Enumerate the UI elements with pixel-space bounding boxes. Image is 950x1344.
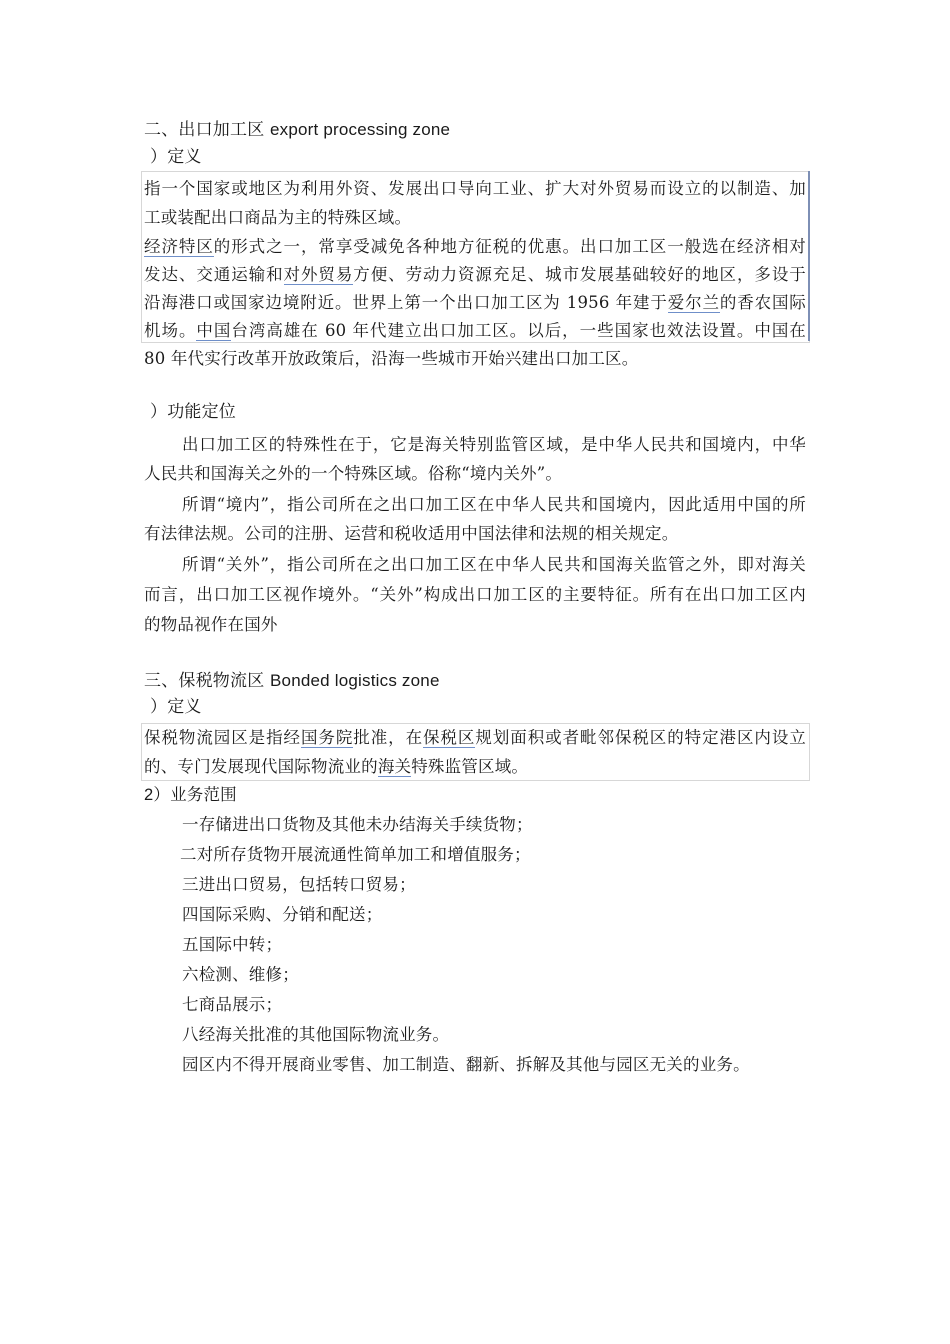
link-china[interactable]: 中国 — [196, 321, 232, 340]
function-p2-line-2: 有法律法规。公司的注册、运营和税收适用中国法律和法规的相关规定。 — [144, 524, 679, 543]
link-ireland[interactable]: 爱尔兰 — [667, 293, 720, 312]
section-2-definition-title: ）定义 — [150, 147, 202, 167]
detail-line-3: 沿海港口或国家边境附近。世界上第一个出口加工区为 1956 年建于爱尔兰的香农国际 — [144, 293, 807, 312]
link-customs[interactable]: 海关 — [377, 757, 412, 776]
section-2-heading-en: export processing zone — [270, 120, 451, 139]
scope-item-8: 八经海关批准的其他国际物流业务。 — [182, 1025, 450, 1044]
section-3-heading-cn: 三、保税物流区 — [144, 671, 265, 691]
section-3-heading — [144, 670, 440, 692]
bonded-definition-line-1: 保税物流园区是指经国务院批准，在保税区规划面积或者毗邻保税区的特定港区内设立 — [144, 728, 806, 747]
scope-item-5: 五国际中转； — [182, 935, 283, 954]
function-title: ）功能定位 — [150, 402, 236, 422]
function-p3-line-2: 而言，出口加工区视作境外。“关外”构成出口加工区的主要特征。所有在出口加工区内 — [144, 585, 806, 604]
detail-line-2: 发达、交通运输和对外贸易方便、劳动力资源充足、城市发展基础较好的地区，多设于 — [144, 265, 806, 284]
scope-restriction: 园区内不得开展商业零售、加工制造、翻新、拆解及其他与园区无关的业务。 — [182, 1055, 750, 1074]
section-2-heading — [144, 119, 450, 141]
scope-item-3: 三进出口贸易，包括转口贸易； — [182, 875, 416, 894]
link-state-council[interactable]: 国务院 — [300, 728, 354, 747]
function-p1-line-1: 出口加工区的特殊性在于，它是海关特别监管区域，是中华人民共和国境内，中华 — [182, 435, 806, 454]
link-bonded-zone[interactable]: 保税区 — [423, 728, 476, 747]
scope-title: 2）业务范围 — [144, 786, 237, 804]
function-p3-line-1: 所谓“关外”，指公司所在之出口加工区在中华人民共和国海关监管之外，即对海关 — [182, 555, 806, 574]
definition-line-2: 工或装配出口商品为主的特殊区域。 — [144, 208, 412, 227]
scope-item-4: 四国际采购、分销和配送； — [182, 905, 383, 924]
definition-line-1: 指一个国家或地区为利用外资、发展出口导向工业、扩大对外贸易而设立的以制造、加 — [144, 179, 806, 198]
detail-line-5: 80 年代实行改革开放政策后，沿海一些城市开始兴建出口加工区。 — [144, 349, 639, 368]
section-3-definition-title: ）定义 — [150, 697, 202, 717]
scope-item-6: 六检测、维修； — [182, 965, 299, 984]
section-2-heading-cn: 二、出口加工区 — [144, 120, 265, 140]
bonded-definition-line-2: 的、专门发展现代国际物流业的海关特殊监管区域。 — [144, 757, 529, 776]
scope-item-7: 七商品展示； — [182, 995, 283, 1014]
detail-line-4: 机场。中国台湾高雄在 60 年代建立出口加工区。以后，一些国家也效法设置。中国在 — [144, 321, 806, 340]
function-p2-line-1: 所谓“境内”，指公司所在之出口加工区在中华人民共和国境内，因此适用中国的所 — [182, 495, 806, 514]
revision-bar — [808, 171, 810, 341]
section-3-heading-en: Bonded logistics zone — [270, 671, 440, 690]
scope-item-1: 一存储进出口货物及其他未办结海关手续货物； — [182, 815, 533, 834]
link-foreign-trade[interactable]: 对外贸易 — [283, 265, 354, 284]
scope-item-2: 二对所存货物开展流通性简单加工和增值服务； — [180, 845, 531, 864]
detail-line-1: 经济特区的形式之一，常享受减免各种地方征税的优惠。出口加工区一般选在经济相对 — [144, 237, 806, 256]
function-p1-line-2: 人民共和国海关之外的一个特殊区域。俗称“境内关外”。 — [144, 464, 563, 483]
function-p3-line-3: 的物品视作在国外 — [144, 615, 278, 634]
link-economic-zone[interactable]: 经济特区 — [144, 237, 214, 256]
